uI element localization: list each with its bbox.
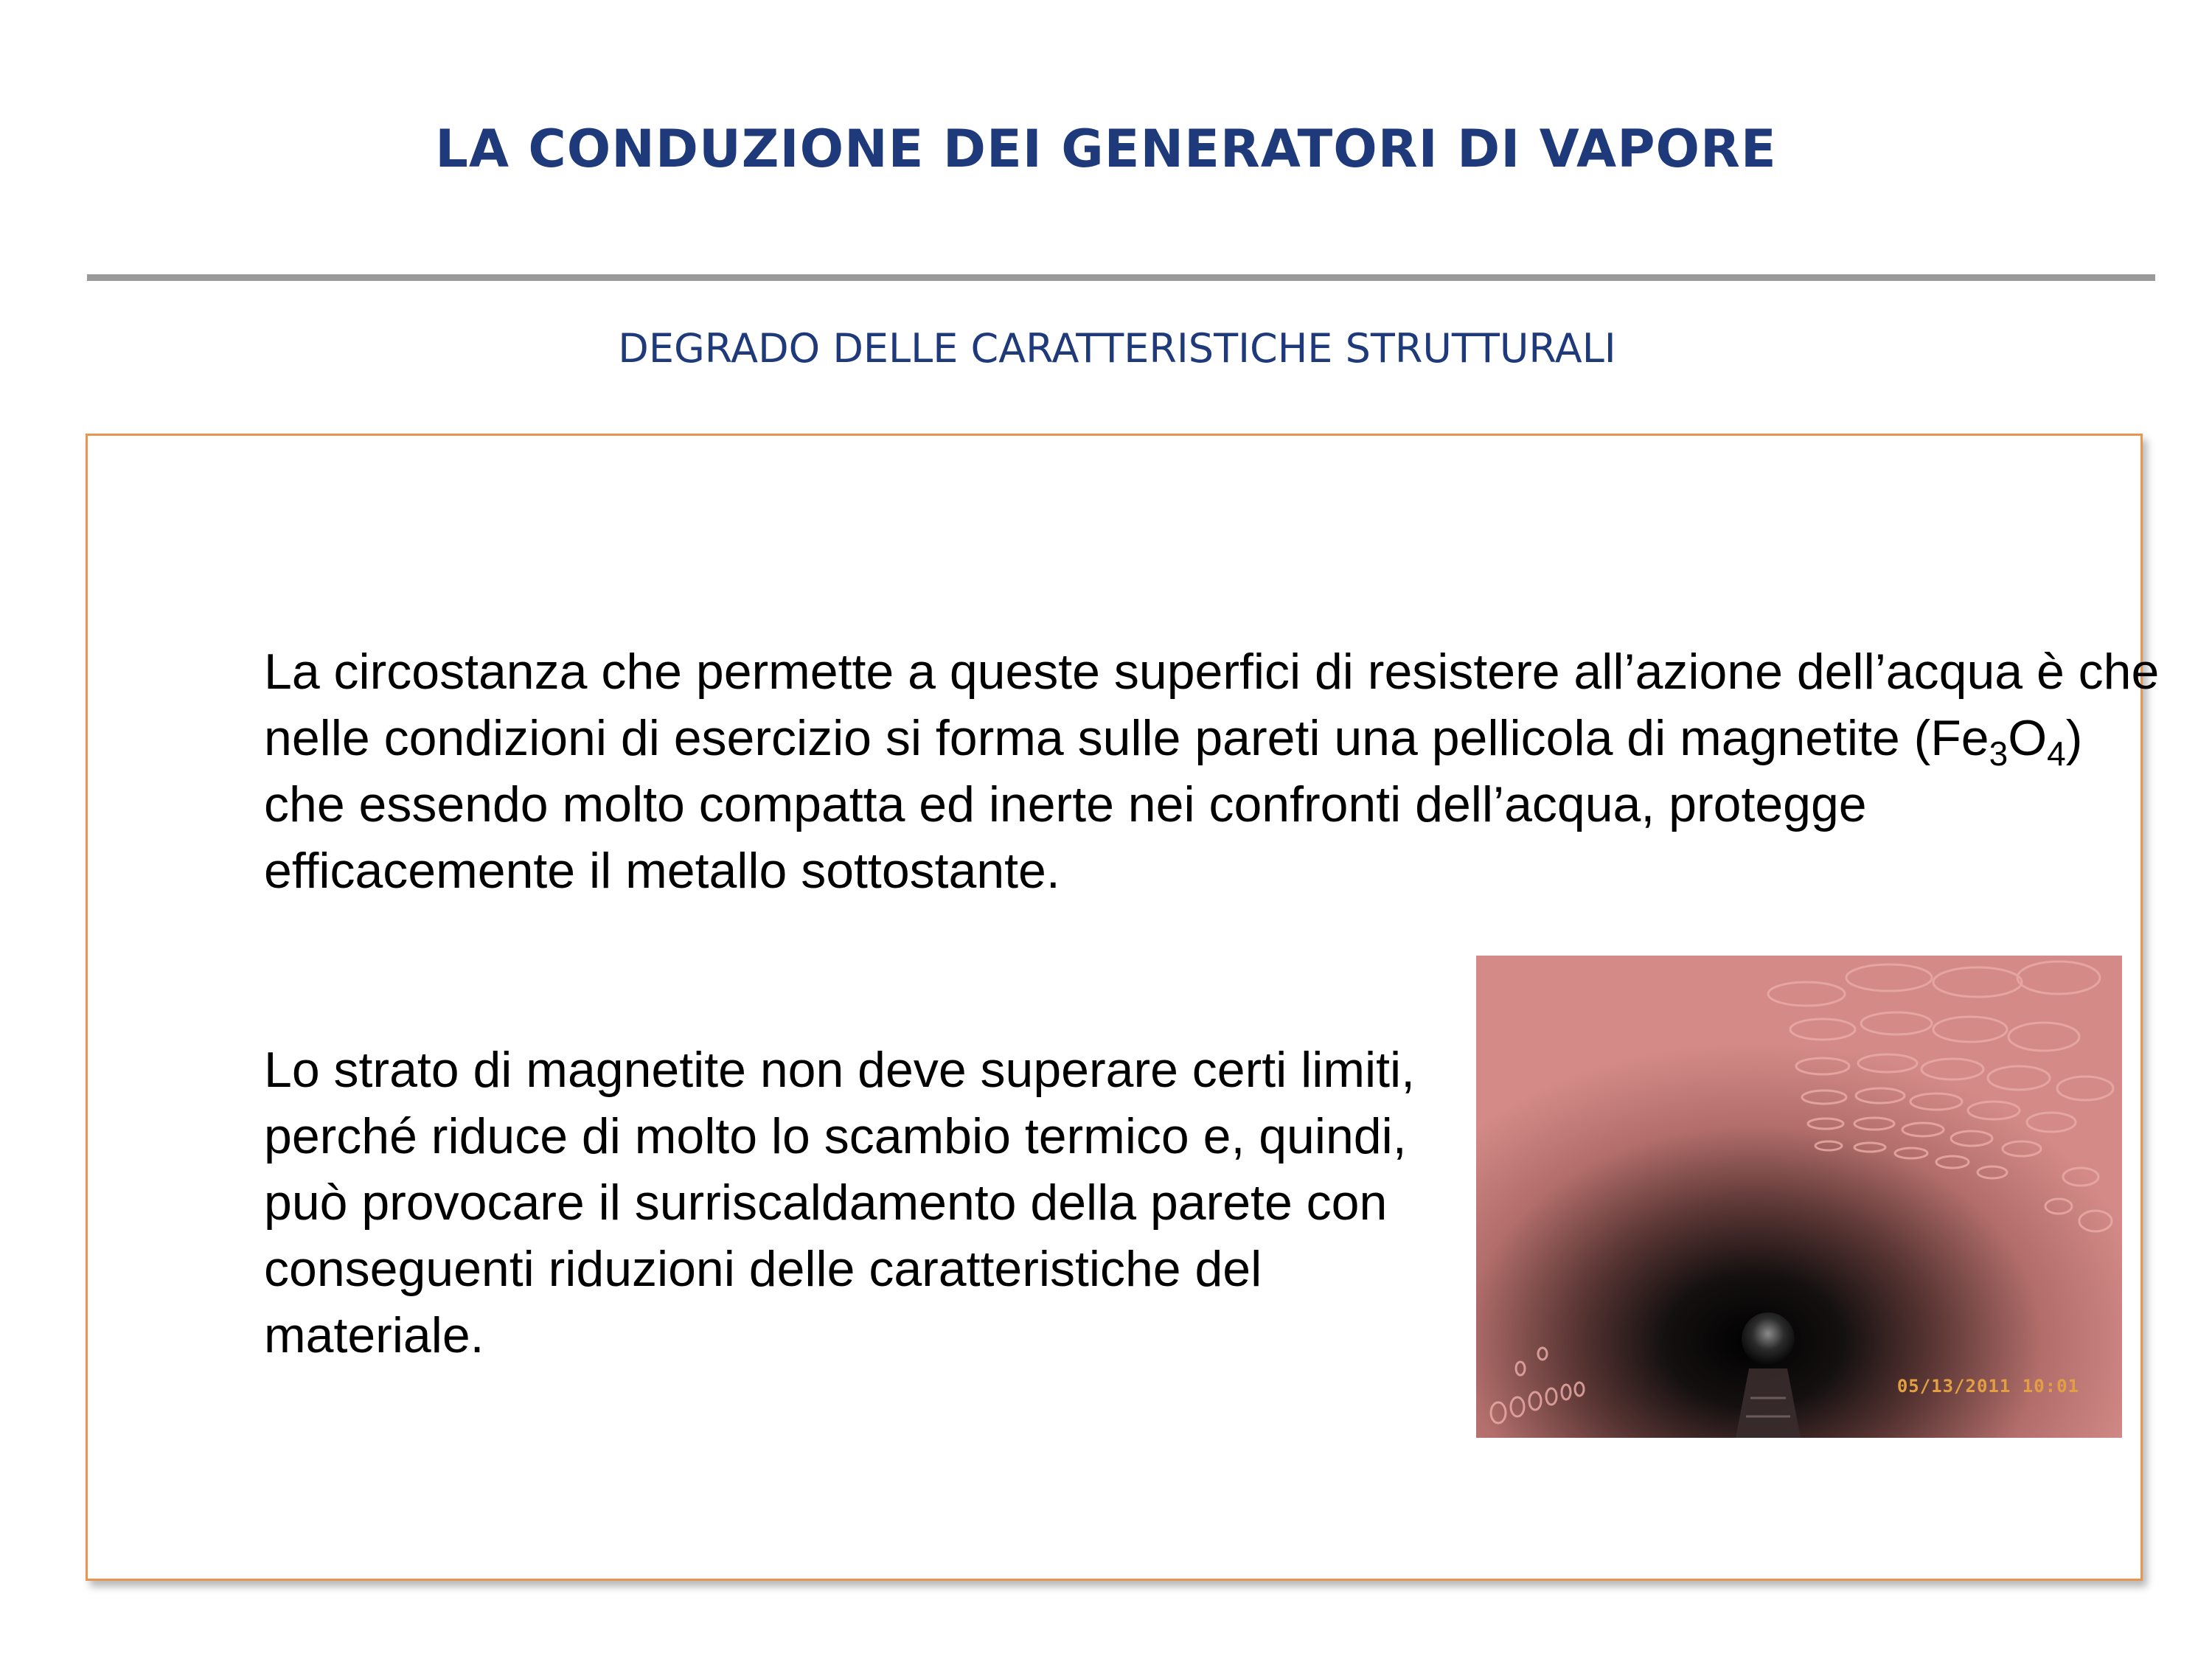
subscript-4: 4 — [2047, 734, 2066, 773]
paragraph-magnetite-film — [264, 639, 2166, 904]
slide-subtitle: DEGRADO DELLE CARATTERISTICHE STRUTTURALI — [618, 325, 1616, 372]
paragraph-1-text-b: ) che essendo molto compatta ed inerte nei confronti dell’acqua, protegge efficacemente il metallo sottostante. — [264, 710, 2083, 899]
photo-date-stamp: 05/13/2011 10:01 — [1896, 1376, 2079, 1397]
paragraph-1-text-o: O — [2008, 710, 2048, 766]
paragraph-magnetite-limits: Lo strato di magnetite non deve superare certi limiti, perché riduce di molto lo scambio termico e, quindi, può provocare il surriscaldamento della parete con conseguenti riduzioni delle caratteristiche del materiale. — [264, 1042, 1416, 1363]
title-divider — [87, 274, 2155, 281]
tube-interior-illustration — [1476, 956, 2122, 1438]
boiler-tube-photo — [1476, 956, 2122, 1438]
paragraph-1-text-a: La circostanza che permette a queste superfici di resistere all’azione dell’acqua è che nelle condizioni di esercizio si forma sulle pareti una pellicola di magnetite (Fe — [264, 644, 2160, 766]
subscript-3: 3 — [1989, 734, 2008, 773]
slide-title: LA CONDUZIONE DEI GENERATORI DI VAPORE — [435, 119, 1777, 179]
